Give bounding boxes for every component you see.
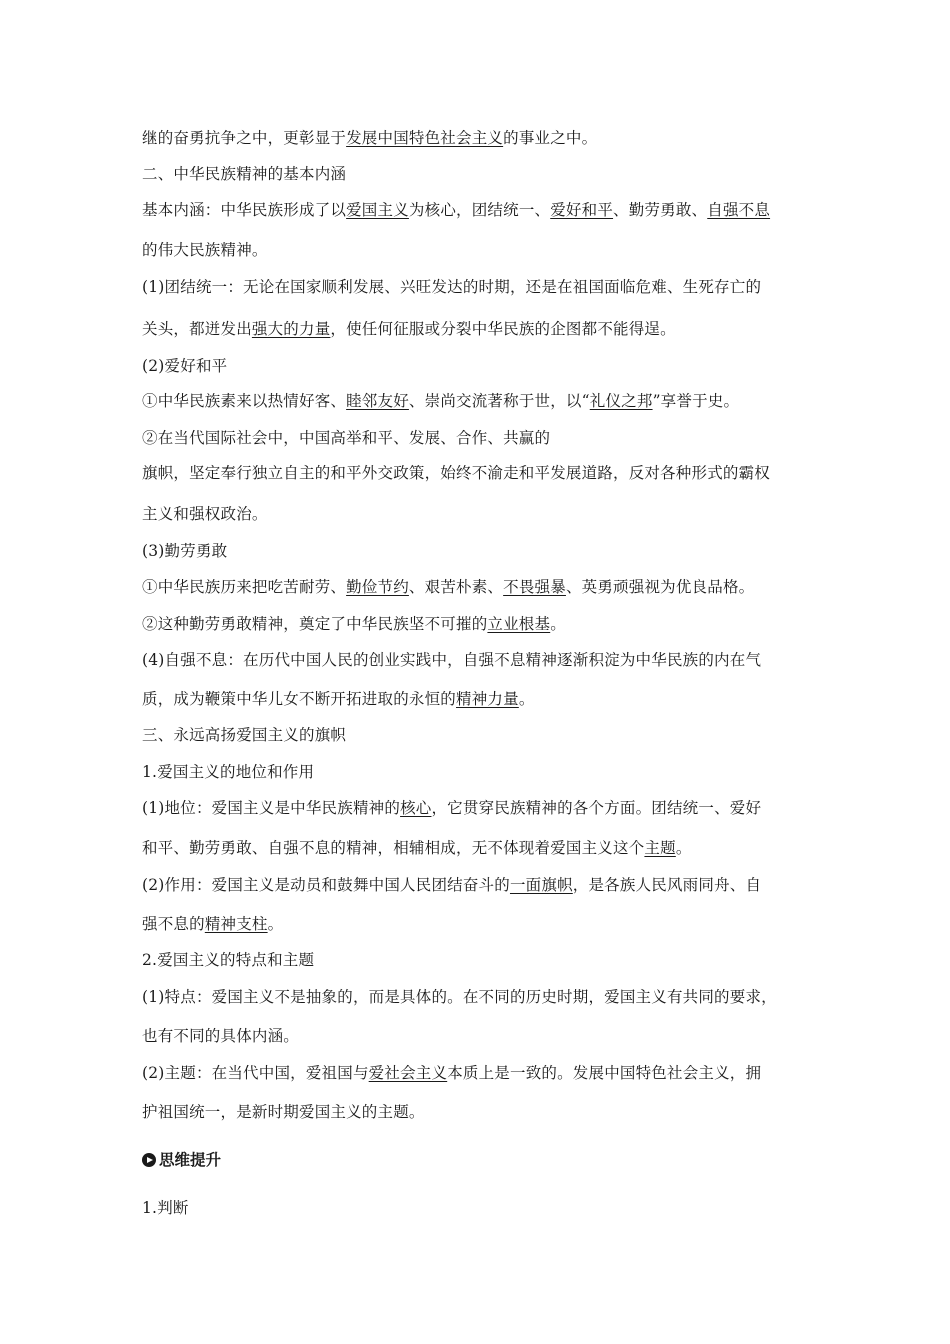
text-line	[142, 391, 822, 411]
text-line	[142, 541, 822, 561]
text-segment: 主义和强权政治。	[142, 505, 268, 523]
text-segment: 和平、勤劳勇敢、自强不息的精神，相辅相成，无不体现着爱国主义这个	[142, 839, 645, 857]
text-line	[142, 914, 822, 934]
text-segment: 。	[518, 690, 535, 708]
text-line	[142, 319, 822, 339]
text-line	[142, 200, 822, 220]
text-segment: 、艰苦朴素、	[408, 578, 504, 596]
text-segment: 为核心，团结统一、	[408, 201, 551, 219]
key-term: 礼仪之邦	[589, 392, 653, 410]
text-segment: 旗帜，坚定奉行独立自主的和平外交政策，始终不渝走和平发展道路，反对各种形式的霸权	[142, 464, 771, 482]
text-segment: 、崇尚交流著称于世，以“	[408, 392, 590, 410]
text-segment: 、英勇顽强视为优良品格。	[565, 578, 755, 596]
text-line	[142, 838, 822, 858]
text-line	[142, 650, 822, 670]
text-segment: 关头，都迸发出	[142, 320, 252, 338]
text-segment: 2.爱国主义的特点和主题	[142, 951, 315, 969]
key-term: 勤俭节约	[346, 578, 409, 596]
text-line	[142, 1063, 822, 1083]
text-line	[142, 356, 822, 376]
text-segment: (1)地位：爱国主义是中华民族精神的	[142, 799, 401, 817]
text-segment: 强不息的	[142, 915, 205, 933]
key-term: 精神力量	[456, 690, 519, 708]
key-term: 不畏强暴	[503, 578, 566, 596]
text-segment: 。	[267, 915, 284, 933]
text-line	[142, 428, 822, 448]
text-segment: 质，成为鞭策中华儿女不断开拓进取的永恒的	[142, 690, 457, 708]
text-line	[142, 614, 822, 634]
text-segment: (2)主题：在当代中国，爱祖国与	[142, 1064, 369, 1082]
text-line	[142, 762, 822, 782]
text-segment: 1.爱国主义的地位和作用	[142, 763, 315, 781]
text-segment: ②这种勤劳勇敢精神，奠定了中华民族坚不可摧的	[142, 615, 488, 633]
key-term: 精神支柱	[204, 915, 268, 933]
text-segment: (1)特点：爱国主义不是抽象的，而是具体的。在不同的历史时期，爱国主义有共同的要求，	[142, 988, 777, 1006]
text-segment: ①中华民族历来把吃苦耐劳、	[142, 578, 347, 596]
text-segment: ②在当代国际社会中，中国高举和平、发展、合作、共赢的	[142, 429, 551, 447]
text-segment: 。	[550, 615, 566, 633]
key-term: 爱社会主义	[368, 1064, 448, 1082]
key-term: 立业根基	[487, 615, 551, 633]
text-segment: 也有不同的具体内涵。	[142, 1027, 300, 1045]
text-segment: 三、永远高扬爱国主义的旗帜	[142, 726, 347, 744]
text-line	[142, 1026, 822, 1046]
text-segment: 的伟大民族精神。	[142, 241, 268, 259]
text-segment: (1)团结统一：无论在国家顺利发展、兴旺发达的时期，还是在祖国面临危难、生死存亡的	[142, 278, 762, 296]
text-line	[142, 875, 822, 895]
key-term: 爱好和平	[550, 201, 614, 219]
text-line	[142, 240, 822, 260]
key-term: 爱国主义	[346, 201, 409, 219]
key-term: 睦邻友好	[346, 392, 409, 410]
text-line	[142, 128, 822, 148]
text-segment: 继的奋勇抗争之中，更彰显于	[142, 129, 347, 147]
text-segment: 基本内涵：中华民族形成了以	[142, 201, 347, 219]
text-line	[142, 504, 822, 524]
text-line	[142, 725, 822, 745]
key-term: 一面旗帜	[509, 876, 573, 894]
section-heading	[142, 1150, 221, 1170]
text-line	[142, 1102, 822, 1122]
key-term: 强大的力量	[251, 320, 331, 338]
text-segment: 。	[675, 839, 692, 857]
text-segment: ，使任何征服或分裂中华民族的企图都不能得逞。	[330, 320, 676, 338]
exercise-item-title: 1.判断	[142, 1199, 189, 1217]
text-segment: ①中华民族素来以热情好客、	[142, 392, 347, 410]
text-line	[142, 577, 822, 597]
text-segment: (2)作用：爱国主义是动员和鼓舞中国人民团结奋斗的	[142, 876, 510, 894]
play-circle-icon	[142, 1153, 156, 1167]
key-term: 主题	[644, 839, 676, 857]
text-line	[142, 950, 822, 970]
text-segment: (2)爱好和平	[142, 357, 228, 375]
key-term: 核心	[400, 799, 432, 817]
key-term: 自强不息	[707, 201, 771, 219]
text-line	[142, 164, 822, 184]
text-line	[142, 277, 822, 297]
text-segment: (4)自强不息：在历代中国人民的创业实践中，自强不息精神逐渐积淀为中华民族的内在气	[142, 651, 762, 669]
text-segment: 护祖国统一，是新时期爱国主义的主题。	[142, 1103, 425, 1121]
text-segment: 的事业之中。	[503, 129, 598, 147]
key-term: 发展中国特色社会主义	[346, 129, 504, 147]
text-line	[142, 987, 822, 1007]
text-segment: 本质上是一致的。发展中国特色社会主义，拥	[447, 1064, 762, 1082]
text-segment: (3)勤劳勇敢	[142, 542, 228, 560]
text-segment: ”享誉于史。	[652, 392, 740, 410]
text-line	[142, 798, 822, 818]
text-segment: ，是各族人民风雨同舟、自	[572, 876, 762, 894]
text-segment: ，它贯穿民族精神的各个方面。团结统一、爱好	[431, 799, 762, 817]
text-segment: 、勤劳勇敢、	[613, 201, 708, 219]
text-segment: 二、中华民族精神的基本内涵	[142, 165, 347, 183]
text-line	[142, 463, 822, 483]
section-heading-text: 思维提升	[159, 1151, 222, 1169]
text-line	[142, 689, 822, 709]
